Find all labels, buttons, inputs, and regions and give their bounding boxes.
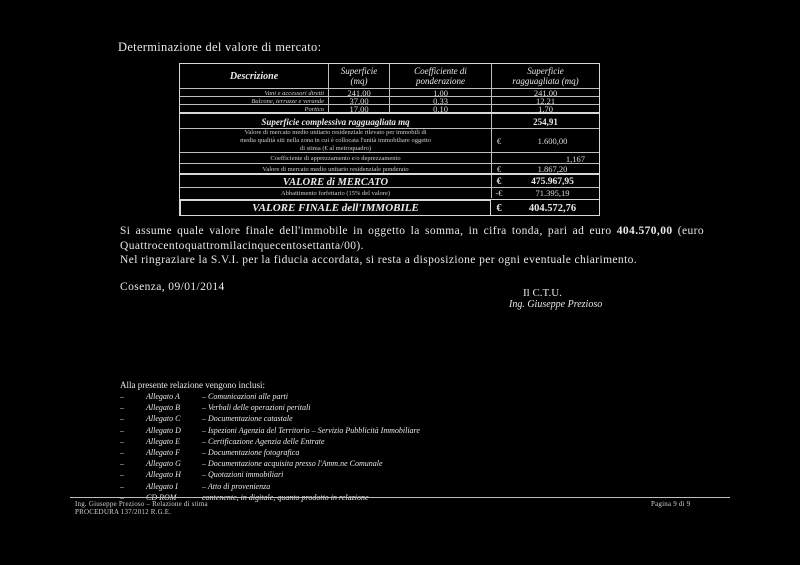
place-date: Cosenza, 09/01/2014	[120, 281, 225, 293]
list-item	[120, 447, 420, 458]
footer-page-number: Pagina 9 di 9	[651, 500, 691, 508]
market-value-currency: €	[496, 177, 502, 187]
list-item	[120, 436, 420, 447]
row-desc: Vani e accessori diretti	[264, 89, 324, 97]
header-ragg-l1: Superficie	[527, 66, 564, 76]
para1-amount: 404.570,00	[616, 225, 673, 237]
list-name: Allegato G	[146, 459, 181, 469]
para1-part2: (euro Quattrocentoquattromilacinquecentosettanta/00).	[120, 225, 704, 252]
list-name: Allegato D	[146, 425, 181, 435]
abatement-currency: -€	[495, 188, 503, 198]
row-ragg: 1,70	[538, 105, 553, 113]
list-dash: –	[120, 414, 124, 424]
header-descrizione: Descrizione	[229, 70, 279, 82]
row-sup: 37,00	[349, 97, 369, 105]
list-name: Allegato I	[146, 481, 178, 491]
list-dash: –	[120, 403, 124, 413]
row-ragg: 12,21	[535, 97, 556, 105]
footer-left-line2: PROCEDURA 137/2012 R.G.E.	[75, 508, 172, 516]
list-text: – Atto di provenienza	[202, 481, 271, 491]
list-text: – Ispezioni Agenzia del Territorio – Servizio Pubblicità Immobiliare	[202, 425, 420, 435]
list-text: – Certificazione Agenzia delle Entrate	[202, 436, 325, 446]
list-dash: –	[120, 425, 124, 435]
footer-divider	[70, 497, 730, 498]
final-value-value: 404.572,76	[528, 202, 577, 214]
list-text: – Quotazioni immobiliari	[202, 470, 284, 480]
row-coeff: 0,33	[433, 97, 448, 105]
header-coeff-l2: ponderazione	[416, 76, 465, 86]
unit-price-label	[180, 129, 491, 153]
unit-price-row	[180, 128, 599, 153]
unit-price-line3: di stima (€ al metroquadro)	[299, 145, 372, 152]
weighted-value: 1.867,20	[537, 164, 568, 174]
unit-price-currency: €	[496, 136, 502, 146]
coefficient-value: 1,167	[565, 153, 585, 164]
list-dash: –	[120, 481, 124, 491]
final-value-row	[180, 199, 599, 216]
row-coeff: 1,00	[433, 89, 448, 97]
abatement-value: 71.395,19	[535, 188, 570, 198]
list-dash: –	[120, 436, 124, 446]
row-sup: 241,00	[347, 89, 371, 97]
list-name: Allegato H	[146, 470, 181, 480]
list-dash: –	[120, 392, 124, 401]
unit-price-value: 1.600,00	[537, 136, 568, 146]
list-name: Allegato F	[146, 448, 180, 458]
table-header-row	[180, 64, 599, 88]
list-item	[120, 469, 420, 480]
total-surface-row	[180, 112, 599, 129]
header-superficie-l1: Superficie	[340, 66, 378, 76]
para1-part1: Si assume quale valore finale dell'immobile in oggetto la somma, in cifra tonda, pari ad euro	[120, 225, 617, 237]
row-desc: Portico	[304, 105, 324, 113]
unit-price-line2: media qualità siti nella zona in cui è collocata l'unità immobiliare oggetto	[240, 137, 431, 144]
abatement-row	[180, 187, 599, 198]
list-item	[120, 391, 420, 402]
header-ragg-l2: ragguagliata (mq)	[512, 76, 579, 86]
coefficient-label: Coefficiente di apprezzamento e/o deprezzamento	[270, 155, 401, 162]
final-value-paragraph	[120, 224, 704, 254]
header-coefficiente	[390, 64, 491, 88]
total-surface-value: 254,91	[533, 116, 558, 127]
valuation-table	[179, 63, 600, 216]
list-text: – Documentazione acquisita presso l'Amm.ne Comunale	[202, 459, 383, 469]
signature-name: Ing. Giuseppe Prezioso	[509, 299, 603, 310]
abatement-label: Abbattimento forfettario (15% del valore)	[280, 189, 390, 197]
list-item	[120, 402, 420, 413]
row-sup: 17,00	[349, 105, 369, 113]
header-superficie-l2: (mq)	[350, 76, 368, 86]
header-superficie	[329, 64, 389, 88]
row-ragg: 241,00	[533, 89, 558, 97]
attachments-intro: Alla presente relazione vengono inclusi:	[120, 380, 265, 390]
total-surface-label: Superficie complessiva ragguagliata mq	[261, 116, 410, 127]
final-value-label: VALORE FINALE dell'IMMOBILE	[180, 200, 491, 216]
weighted-currency: €	[496, 164, 502, 174]
signature-title: Il C.T.U.	[523, 287, 562, 299]
final-value-currency: €	[496, 202, 502, 214]
list-item	[120, 425, 420, 436]
header-sup-ragguagliata	[492, 64, 599, 88]
market-value-label: VALORE di MERCATO	[282, 176, 389, 188]
list-text: – Documentazione fotografica	[202, 448, 300, 458]
list-name: Allegato C	[146, 414, 181, 424]
list-item	[120, 481, 420, 492]
footer-left-line1: Ing. Giuseppe Prezioso – Relazione di stima	[75, 500, 208, 508]
thanks-paragraph: Nel ringraziare la S.V.I. per la fiducia accordata, si resta a disposizione per ogni eventuale chiarimento.	[120, 254, 638, 266]
attachments-list	[120, 391, 420, 503]
list-text: – Comunicazioni alle parti	[202, 392, 288, 401]
list-text: – Verbali delle operazioni peritali	[202, 403, 311, 413]
header-coeff-l1: Coefficiente di	[414, 66, 467, 76]
list-item	[120, 413, 420, 424]
row-desc: Balcone, terrazze e verande	[251, 97, 324, 105]
weighted-label: Valore di mercato medio unitario residenziale ponderato	[262, 165, 409, 173]
list-text: – Documentazione catastale	[202, 414, 293, 424]
section-title: Determinazione del valore di mercato:	[118, 40, 322, 54]
list-item	[120, 458, 420, 469]
market-value-value: 475.967,95	[531, 177, 574, 187]
list-dash: –	[120, 470, 124, 480]
row-coeff: 0,10	[433, 105, 448, 113]
list-name: Allegato B	[146, 403, 180, 413]
list-dash: –	[120, 448, 124, 458]
list-name: Allegato A	[146, 392, 180, 401]
list-dash: –	[120, 459, 124, 469]
list-name: Allegato E	[146, 436, 180, 446]
unit-price-line1: Valore di mercato medio unitario residenziale rilevato per immobili di	[244, 129, 427, 136]
